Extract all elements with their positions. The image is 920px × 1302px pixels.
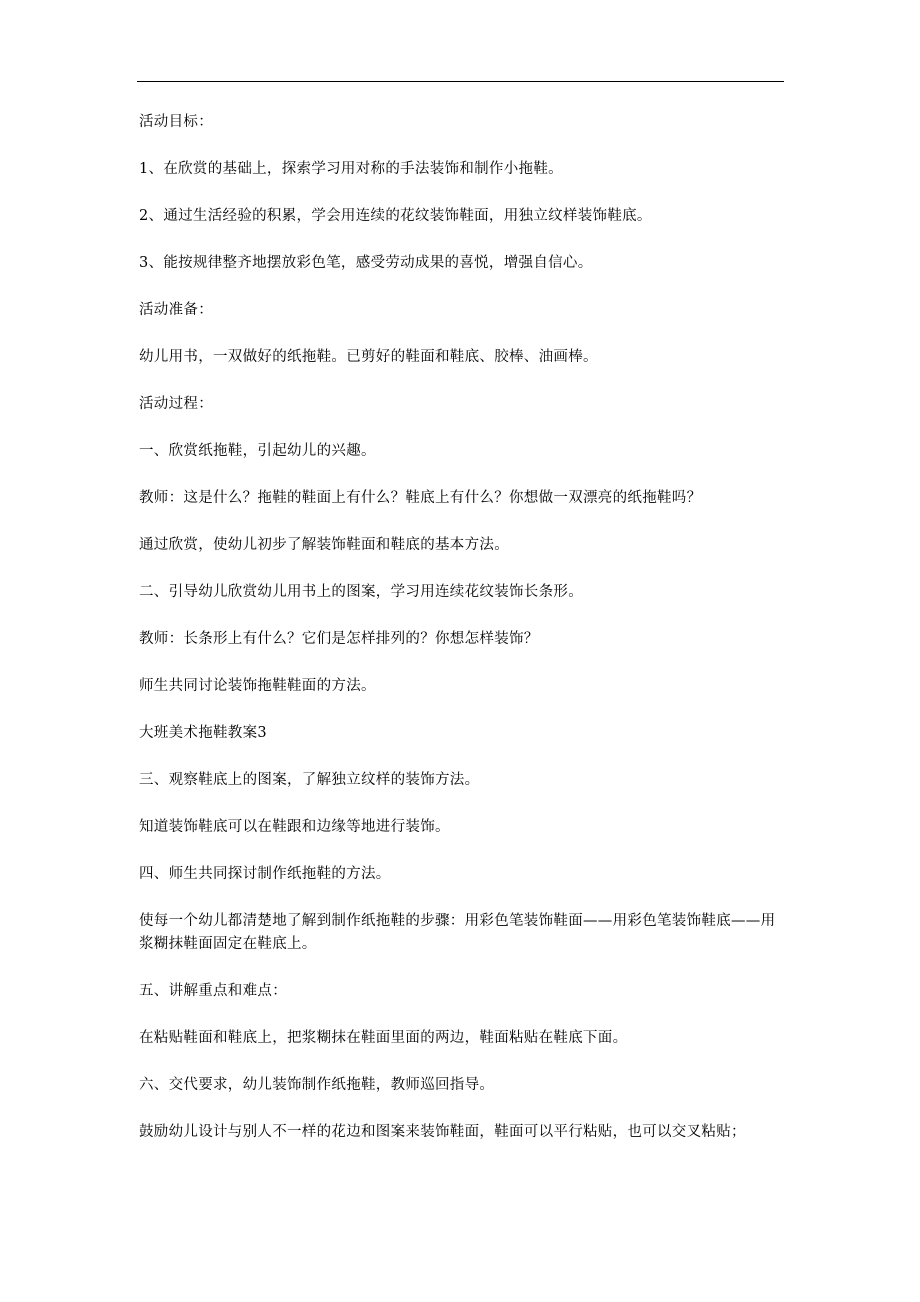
- step-heading: 三、观察鞋底上的图案，了解独立纹样的装饰方法。: [139, 772, 480, 788]
- step-text: 在粘贴鞋面和鞋底上，把浆糊抹在鞋面里面的两边，鞋面粘贴在鞋底下面。: [139, 1030, 628, 1046]
- step-text: 使每一个幼儿都清楚地了解到制作纸拖鞋的步骤：用彩色笔装饰鞋面——用彩色笔装饰鞋底——用浆糊抹鞋面固定在鞋底上。: [139, 913, 776, 952]
- step-text: 鼓励幼儿设计与别人不一样的花边和图案来装饰鞋面，鞋面可以平行粘贴，也可以交叉粘贴；: [139, 1124, 746, 1140]
- step-text: 通过欣赏，使幼儿初步了解装饰鞋面和鞋底的基本方法。: [139, 537, 509, 553]
- step-text: 教师：长条形上有什么？它们是怎样排列的？你想怎样装饰？: [139, 631, 539, 647]
- document-body: [139, 111, 784, 1168]
- heading-preparation: 活动准备：: [139, 302, 213, 318]
- step-text: 知道装饰鞋底可以在鞋跟和边缘等地进行装饰。: [139, 819, 450, 835]
- heading-process: 活动过程：: [139, 396, 213, 412]
- heading-goals: 活动目标：: [139, 114, 213, 130]
- step-text: 师生共同讨论装饰拖鞋鞋面的方法。: [139, 678, 376, 694]
- goal-item: 3、能按规律整齐地摆放彩色笔，感受劳动成果的喜悦，增强自信心。: [139, 255, 593, 271]
- step-heading: 二、引导幼儿欣赏幼儿用书上的图案，学习用连续花纹装饰长条形。: [139, 584, 583, 600]
- step-heading: 六、交代要求，幼儿装饰制作纸拖鞋，教师巡回指导。: [139, 1077, 495, 1093]
- preparation-text: 幼儿用书，一双做好的纸拖鞋。已剪好的鞋面和鞋底、胶棒、油画棒。: [139, 349, 598, 365]
- step-heading: 四、师生共同探讨制作纸拖鞋的方法。: [139, 866, 391, 882]
- step-heading: 五、讲解重点和难点：: [139, 983, 287, 999]
- goal-item: 2、通过生活经验的积累，学会用连续的花纹装饰鞋面，用独立纹样装饰鞋底。: [139, 208, 652, 224]
- step-heading: 一、欣赏纸拖鞋，引起幼儿的兴趣。: [139, 443, 376, 459]
- section-title: 大班美术拖鞋教案3: [139, 725, 267, 741]
- header-rule: [137, 81, 784, 82]
- step-text: 教师：这是什么？拖鞋的鞋面上有什么？鞋底上有什么？你想做一双漂亮的纸拖鞋吗？: [139, 490, 702, 506]
- goal-item: 1、在欣赏的基础上，探索学习用对称的手法装饰和制作小拖鞋。: [139, 161, 563, 177]
